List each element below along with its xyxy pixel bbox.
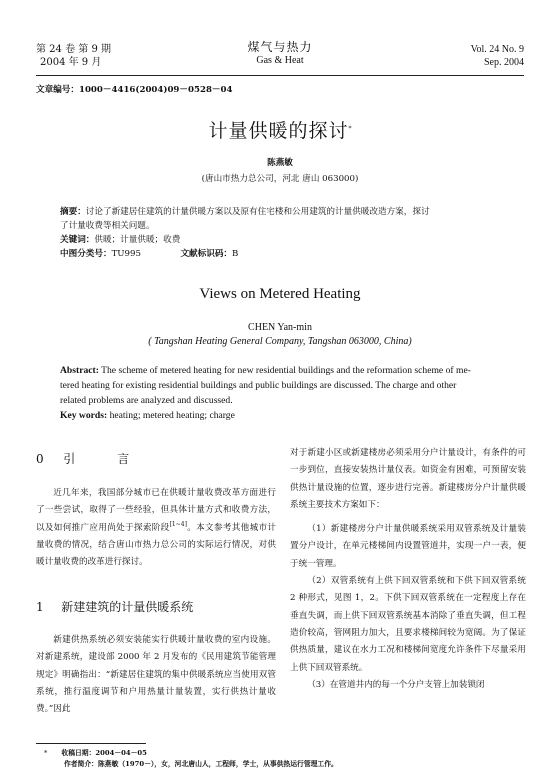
right-column [290, 445, 526, 694]
footnote-rule [36, 743, 146, 744]
footnote [44, 748, 524, 770]
abstract-cn-line2: 了计量收费等相关问题。 [60, 221, 155, 231]
keywords-en-label: Key words: [60, 410, 108, 421]
volume-issue-en: Vol. 24 No. 9 [470, 44, 524, 55]
doc-code-value: B [232, 249, 239, 259]
clc-label: 中图分类号： [60, 249, 112, 259]
keywords-cn-label: 关键词： [60, 235, 95, 245]
section-1-number: 1 [36, 600, 44, 614]
keywords-cn-text: 供暖；计量供暖；收费 [94, 235, 181, 245]
title-footnote-mark: * [348, 125, 352, 133]
journal-name-en: Gas & Heat [256, 55, 304, 66]
footnote-bio: 作者简介：陈燕敏（1970－），女，河北唐山人，工程师，学士，从事供热运行管理工作。 [64, 760, 338, 768]
section-0-paragraph [36, 485, 276, 571]
abstract-en-label: Abstract: [60, 365, 99, 376]
affiliation-cn: (唐山市热力总公司，河北 唐山 063000) [201, 174, 359, 184]
section-1-heading [36, 598, 276, 615]
section-0-number: 0 [36, 452, 44, 466]
title-cn: 计量供暖的探讨 [208, 120, 349, 142]
title-en: Views on Metered Heating [199, 286, 361, 302]
section-0-citation: [1~4] [169, 520, 187, 528]
keywords-en-text: heating; metered heating; charge [109, 410, 235, 421]
header-center [200, 41, 360, 67]
section-1-paragraph: 新建供热系统必须安装能实行供暖计量收费的室内设施。对新建系统，建设部 2000 年 2 月发布的《民用建筑节能管理规定》明确指出：“新建居住建筑的集中供暖系统应当使用双管系统，推行温度调节和户用热量计量装置，实行供热计量收费。”因此 [36, 635, 276, 715]
footnote-mark: * [44, 749, 48, 757]
section-0-title: 引 言 [63, 452, 136, 466]
article-id: 文章编号：1000－4416(2004)09－0528－04 [36, 85, 233, 95]
abstract-cn-line1: 讨论了新建居住建筑的计量供暖方案以及原有住宅楼和公用建筑的计量供暖改造方案，探讨 [85, 207, 430, 217]
clc-value: TU995 [111, 249, 141, 259]
right-item-3: （3）在管道井内的每一个分户支管上加装锁闭 [307, 679, 485, 690]
affiliation-en: ( Tangshan Heating General Company, Tangshan 063000, China) [148, 336, 412, 347]
title-block-cn [0, 116, 560, 143]
abstract-en [60, 363, 505, 423]
doc-code-label: 文献标识码： [180, 249, 233, 259]
author-en: CHEN Yan-min [248, 322, 312, 333]
journal-name-cn: 煤气与热力 [247, 40, 313, 54]
header-rule [36, 75, 524, 76]
abstract-en-line3: related problems are analyzed and discussed. [60, 395, 233, 406]
section-1-title: 新建建筑的计量供暖系统 [61, 600, 194, 614]
date-cn: 2004 年 9 月 [40, 57, 102, 68]
header-left [36, 43, 111, 69]
volume-issue-cn: 第 24 卷 第 9 期 [36, 44, 111, 55]
abstract-cn-label: 摘要： [60, 207, 86, 217]
section-0-heading [36, 450, 276, 467]
section-0-text-a: 近几年来，我国部分城市已在供暖计量收费改革方面进行了一些尝试，取得了一些经验，但具体计量方式和收费方法，以及如何推广应用尚处于探索阶段 [36, 488, 276, 533]
abstract-en-line1: The scheme of metered heating for new residential buildings and the reformation scheme of me- [101, 365, 471, 376]
right-item-2: （2）双管系统有上供下回双管系统和下供下回双管系统 2 种形式，见图 1，2。下供下回双管系统在一定程度上存在垂直失调，而上供下回双管系统基本消除了垂直失调，但工程造价较高，管网阻力加大，且要求楼梯间较为宽阔。为了保证供热质量，建议在水力工况和楼梯间宽度允许条件下尽量采用上供下回双管系统。 [290, 576, 526, 673]
right-item-1: （1）新建楼房分户计量供暖系统采用双管系统及计量装置分户设计，在单元楼梯间内设置管道井，实现一户一表，便于统一管理。 [290, 524, 526, 569]
date-en: Sep. 2004 [484, 57, 524, 68]
footnote-received: 收稿日期：2004－04－05 [61, 749, 147, 757]
author-cn: 陈燕敏 [267, 158, 293, 168]
section-0-text-b: 。本文参考其他城市计量收费的情况，结合唐山市热力总公司的实际运行情况，对供暖计量收费的改革进行探讨。 [36, 522, 276, 568]
right-paragraph-1: 对于新建小区或新建楼房必须采用分户计量设计，有条件的可一步到位，直接安装热计量仪表。如资金有困难，可预留安装供热计量设施的位置，逐步进行完善。新建楼房分户计量供暖系统主要技术方案如下： [290, 448, 526, 510]
abstract-cn [60, 205, 505, 261]
header-right [430, 43, 524, 69]
abstract-en-line2: tered heating for existing residential buildings and public buildings are discussed. The charge and other [60, 380, 457, 391]
